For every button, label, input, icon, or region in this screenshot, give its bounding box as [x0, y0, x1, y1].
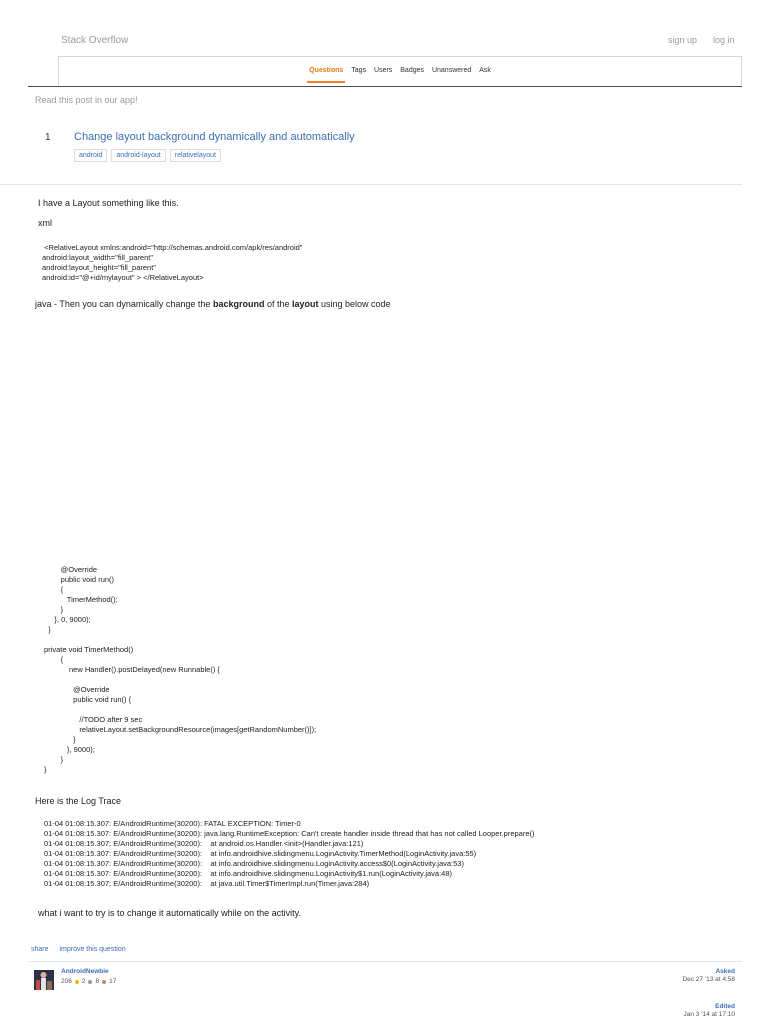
nav-unanswered[interactable]: Unanswered [431, 67, 472, 74]
tag-android[interactable]: android [74, 149, 107, 162]
avatar-image [34, 970, 54, 990]
sign-up-link[interactable]: sign up [668, 35, 698, 45]
top-bar [0, 0, 768, 88]
tag-android-layout[interactable]: android-layout [111, 149, 165, 162]
nav-badges[interactable]: Badges [400, 67, 425, 74]
site-brand[interactable]: Stack Overflow [61, 35, 129, 46]
tag-relativelayout[interactable]: relativelayout [170, 149, 221, 162]
main-nav [58, 56, 742, 86]
gold-badge-count: 2 [81, 978, 86, 985]
log-in-link[interactable]: log in [713, 35, 735, 45]
gold-badge-icon [75, 980, 79, 984]
post-intro: I have a Layout something like this. [38, 198, 179, 208]
post-closing: what i want to try is to change it automatically while on the activity. [38, 908, 301, 918]
user-stats [61, 978, 116, 985]
silver-badge-count: 8 [95, 978, 100, 985]
java-intro [35, 299, 391, 309]
nav-questions[interactable]: Questions [309, 67, 344, 74]
nav-ask[interactable]: Ask [479, 67, 491, 74]
asked-label: Asked [715, 968, 735, 975]
nav-tags[interactable]: Tags [351, 67, 367, 74]
share-link[interactable]: share [31, 946, 49, 953]
xml-label: xml [38, 218, 52, 228]
java-intro-mid: of the [264, 299, 292, 309]
java-code-block: @Override public void run() { TimerMethod(); } }, 0, 9000); } private void TimerMethod() { new Handler().postDelayed(new Runnable() { @Override public void run() { //TODO after 9 sec relativeLayout.setBackgroundResource(images[getRandomNumber()]); } }, 9000); } } [44, 565, 317, 774]
silver-badge-icon [88, 980, 92, 984]
question-title[interactable]: Change layout background dynamically and automatically [74, 131, 355, 143]
log-heading: Here is the Log Trace [35, 796, 122, 806]
question-divider [0, 184, 742, 185]
avatar[interactable] [34, 970, 54, 990]
log-trace-block: 01-04 01:08:15.307: E/AndroidRuntime(30200): FATAL EXCEPTION: Timer-0 01-04 01:08:15.307: E/AndroidRuntime(30200): java.lang.RuntimeException: Can't create handler inside thread that has not called Looper.prepare() 01-04 01:08:15.307: E/AndroidRuntime(30200): at android.os.Handler.<init>(Handler.java:121) 01-04 01:08:15.307: E/AndroidRuntime(30200): at info.androidhive.slidingmenu.LoginActivity.TimerMethod(LoginActivity.java:55) 01-04 01:08:15.307: E/AndroidRuntime(30200): at info.androidhive.slidingmenu.LoginActivity.access$0(LoginActivity.java:53) 01-04 01:08:15.307: E/AndroidRuntime(30200): at info.androidhive.slidingmenu.LoginActivity$1.run(LoginActivity.java:48) 01-04 01:08:15.307: E/AndroidRuntime(30200): at java.util.Timer$TimerImpl.run(Timer.java:284) [44, 819, 535, 888]
asked-info [682, 968, 735, 984]
improve-question-link[interactable]: improve this question [59, 946, 126, 953]
vote-count: 1 [45, 132, 51, 143]
user-name-link[interactable]: AndroidNewbie [61, 968, 109, 975]
nav-users[interactable]: Users [374, 67, 393, 74]
java-intro-prefix: java - Then you can dynamically change the [35, 299, 213, 309]
java-intro-bold-layout: layout [292, 299, 319, 309]
actions-divider [28, 961, 742, 962]
reputation: 206 [61, 978, 72, 985]
tag-list [74, 149, 221, 162]
post-actions [31, 946, 135, 953]
edited-date: Jan 3 '14 at 17:10 [683, 1011, 735, 1018]
bronze-badge-count: 17 [109, 978, 117, 985]
edited-info [684, 1003, 735, 1019]
asked-date: Dec 27 '13 at 4:58 [682, 976, 735, 983]
java-intro-bold-background: background [212, 299, 265, 309]
read-in-app-link[interactable]: Read this post in our app! [35, 95, 138, 105]
bronze-badge-icon [102, 980, 106, 984]
edited-label[interactable]: Edited [715, 1003, 735, 1010]
xml-code-block: <RelativeLayout xmlns:android="http://schemas.android.com/apk/res/android" android:layout_width="fill_parent" android:layout_height="fill_parent" android:id="@+id/mylayout" > </RelativeLayout> [42, 243, 303, 282]
java-intro-suffix: using below code [318, 299, 391, 309]
nav-divider [28, 86, 742, 87]
